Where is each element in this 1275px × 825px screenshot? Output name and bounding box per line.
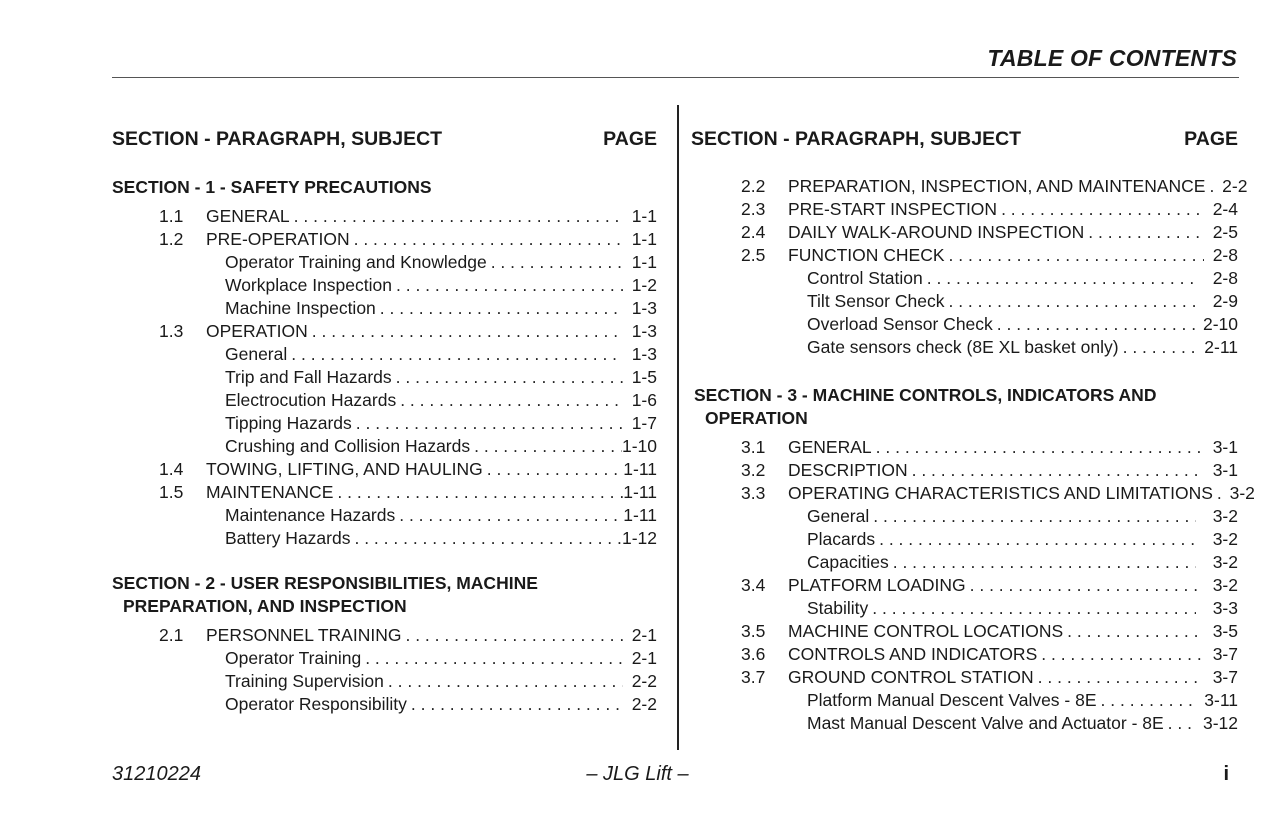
toc-entry[interactable] [691,459,1238,482]
entry-title: Control Station [807,268,923,288]
entry-page: 3-2 [1229,483,1255,503]
dot-leader [308,320,623,343]
header-rule [112,77,1239,78]
toc-entry[interactable] [112,481,657,504]
toc-entry[interactable] [691,689,1238,712]
toc-entry[interactable] [691,505,1238,528]
toc-entry[interactable] [112,670,657,693]
entry-title: Gate sensors check (8E XL basket only) [807,337,1119,357]
entry-title: Operator Training and Knowledge [225,252,487,272]
dot-leader [1084,221,1204,244]
toc-entry[interactable] [112,205,657,228]
dot-leader [868,597,1196,620]
entry-title: Tilt Sensor Check [807,291,945,311]
page-header-title: TABLE OF CONTENTS [987,45,1237,71]
entry-page: 1-1 [631,229,657,249]
dot-leader [395,504,623,527]
toc-column-left [112,128,657,716]
entry-title: Operator Training [225,648,362,668]
entry-page: 3-11 [1204,690,1238,710]
entry-title: Overload Sensor Check [807,314,993,334]
toc-entry[interactable] [112,458,657,481]
entry-page: 2-2 [631,694,657,714]
dot-leader [396,389,623,412]
subject-label: SECTION - PARAGRAPH, SUBJECT [112,128,443,150]
toc-entry[interactable] [691,436,1238,459]
subject-label: SECTION - PARAGRAPH, SUBJECT [691,128,1022,150]
toc-entry[interactable] [112,366,657,389]
toc-entry[interactable] [112,435,657,458]
entry-title: Machine Inspection [225,298,376,318]
entry-page: 1-12 [621,528,657,548]
toc-entry[interactable] [691,666,1238,689]
toc-entry[interactable] [691,620,1238,643]
dot-leader [1063,620,1204,643]
entry-title: Placards [807,529,876,549]
entry-title: Trip and Fall Hazards [225,367,392,387]
dot-leader [350,527,622,550]
entry-title: FUNCTION CHECK [788,245,945,265]
dot-leader [361,647,623,670]
entry-page: 2-9 [1212,291,1238,311]
entry-title: General [225,344,288,364]
toc-entry[interactable] [112,320,657,343]
entry-page: 3-12 [1202,713,1238,733]
toc-entry[interactable] [691,175,1248,198]
entry-title: Mast Manual Descent Valve and Actuator - 8E [807,713,1164,733]
entry-title: GENERAL [788,437,872,457]
toc-entry[interactable] [112,527,657,550]
entry-title: MAINTENANCE [206,482,334,502]
entry-title: TOWING, LIFTING, AND HAULING [206,459,483,479]
dot-leader [352,412,623,435]
dot-leader [350,228,623,251]
toc-column-right [691,128,1255,735]
dot-leader [1205,175,1213,198]
footer-page-number: i [1223,763,1229,785]
entry-title: Tipping Hazards [225,413,352,433]
page-label: PAGE [1184,128,1238,150]
entry-title: DAILY WALK-AROUND INSPECTION [788,222,1085,242]
dot-leader [384,670,623,693]
entry-page: 2-11 [1204,337,1238,357]
entry-number: 3.4 [741,575,766,595]
entry-page: 1-1 [631,206,657,226]
dot-leader [401,624,623,647]
toc-entry[interactable] [691,574,1238,597]
toc-entry[interactable] [691,313,1238,336]
dot-leader [966,574,1204,597]
entry-title: Operator Responsibility [225,694,407,714]
entry-title: OPERATION [206,321,308,341]
dot-leader [908,459,1204,482]
entry-page: 2-2 [1222,176,1248,196]
entry-page: 1-3 [631,298,657,318]
toc-entry[interactable] [691,336,1238,359]
entry-number: 1.3 [159,321,184,341]
column-divider [677,105,679,750]
toc-entry[interactable] [112,297,657,320]
toc-entry[interactable] [112,389,657,412]
column-header [691,128,1238,154]
dot-leader [392,274,623,297]
dot-leader [923,267,1196,290]
entry-page: 1-2 [631,275,657,295]
entry-page: 3-7 [1212,644,1238,664]
footer-title: – JLG Lift – [586,763,689,785]
entry-page: 2-1 [631,648,657,668]
entry-number: 2.4 [741,222,766,242]
entry-page: 2-1 [631,625,657,645]
entry-title: PRE-OPERATION [206,229,350,249]
entry-page: 3-3 [1212,598,1238,618]
toc-entry[interactable] [112,647,657,670]
dot-leader [872,436,1204,459]
entry-number: 2.1 [159,625,184,645]
toc-entry[interactable] [691,643,1238,666]
entry-title: MACHINE CONTROL LOCATIONS [788,621,1064,641]
entry-number: 1.1 [159,206,184,226]
toc-entry[interactable] [112,343,657,366]
entry-page: 2-10 [1202,314,1238,334]
entry-title: Battery Hazards [225,528,351,548]
entry-title: Capacities [807,552,889,572]
entry-number: 3.6 [741,644,766,664]
toc-entry[interactable] [112,504,657,527]
entry-page: 3-2 [1212,552,1238,572]
entry-page: 1-11 [623,505,657,525]
entry-number: 1.4 [159,459,184,479]
dot-leader [944,290,1196,313]
entry-title: GROUND CONTROL STATION [788,667,1034,687]
toc-entry[interactable] [112,412,657,435]
toc-entry[interactable] [691,244,1238,267]
entry-page: 1-11 [623,459,657,479]
entry-page: 2-2 [631,671,657,691]
entry-page: 1-11 [623,482,657,502]
entry-page: 1-7 [631,413,657,433]
toc-entry[interactable] [691,482,1255,505]
entry-title: Training Supervision [225,671,384,691]
entry-page: 3-7 [1212,667,1238,687]
entry-page: 2-4 [1212,199,1238,219]
toc-entry[interactable] [691,597,1238,620]
entry-title: OPERATING CHARACTERISTICS AND LIMITATIONS [788,483,1213,503]
entry-title: Stability [807,598,869,618]
toc-entry[interactable] [691,267,1238,290]
entry-number: 2.2 [741,176,766,196]
entry-page: 2-8 [1212,268,1238,288]
entry-title: PLATFORM LOADING [788,575,966,595]
entry-page: 1-3 [631,321,657,341]
dot-leader [487,251,623,274]
entry-number: 2.3 [741,199,766,219]
toc-entry[interactable] [691,528,1238,551]
entry-page: 3-2 [1212,575,1238,595]
dot-leader [869,505,1196,528]
entry-title: DESCRIPTION [788,460,908,480]
dot-leader [1213,482,1221,505]
section-heading: SECTION - 2 - USER RESPONSIBILITIES, MACHINE PREPARATION, AND INSPECTION [112,573,538,616]
entry-page: 3-5 [1212,621,1238,641]
column-header [112,128,657,154]
dot-leader [290,205,623,228]
entry-page: 1-1 [631,252,657,272]
dot-leader [407,693,623,716]
entry-title: Workplace Inspection [225,275,392,295]
entry-title: CONTROLS AND INDICATORS [788,644,1038,664]
dot-leader [1097,689,1196,712]
dot-leader [993,313,1196,336]
entry-title: Electrocution Hazards [225,390,397,410]
section-heading: SECTION - 3 - MACHINE CONTROLS, INDICATORS AND OPERATION [694,385,1157,428]
entry-title: Maintenance Hazards [225,505,396,525]
dot-leader [376,297,623,320]
entry-title: PREPARATION, INSPECTION, AND MAINTENANCE [788,176,1206,196]
page-label: PAGE [603,128,657,150]
entry-title: PERSONNEL TRAINING [206,625,402,645]
entry-page: 3-1 [1212,460,1238,480]
dot-leader [997,198,1204,221]
dot-leader [945,244,1204,267]
dot-leader [1034,666,1204,689]
entry-page: 1-6 [631,390,657,410]
entry-title: Platform Manual Descent Valves - 8E [807,690,1097,710]
dot-leader [1037,643,1204,666]
dot-leader [333,481,623,504]
dot-leader [392,366,623,389]
dot-leader [1164,712,1196,735]
section-heading: SECTION - 1 - SAFETY PRECAUTIONS [112,177,432,197]
dot-leader [889,551,1196,574]
entry-page: 2-5 [1212,222,1238,242]
entry-page: 1-3 [631,344,657,364]
entry-page: 3-2 [1212,506,1238,526]
entry-title: General [807,506,870,526]
toc-entry[interactable] [112,624,657,647]
toc-entry[interactable] [691,290,1238,313]
toc-entry[interactable] [691,221,1238,244]
toc-entry[interactable] [112,693,657,716]
dot-leader [875,528,1196,551]
entry-title: PRE-START INSPECTION [788,199,998,219]
entry-number: 3.2 [741,460,766,480]
entry-page: 3-1 [1212,437,1238,457]
dot-leader [470,435,622,458]
dot-leader [287,343,623,366]
entry-number: 3.7 [741,667,766,687]
dot-leader [483,458,623,481]
dot-leader [1119,336,1196,359]
entry-page: 2-8 [1212,245,1238,265]
entry-number: 3.1 [741,437,766,457]
toc-entry[interactable] [691,551,1238,574]
entry-page: 3-2 [1212,529,1238,549]
entry-number: 3.3 [741,483,766,503]
footer-doc-number: 31210224 [112,763,201,785]
entry-page: 1-5 [631,367,657,387]
toc-entry[interactable] [112,251,657,274]
entry-number: 2.5 [741,245,766,265]
entry-number: 1.5 [159,482,184,502]
entry-number: 1.2 [159,229,184,249]
toc-entry[interactable] [112,274,657,297]
toc-entry[interactable] [691,198,1238,221]
entry-number: 3.5 [741,621,766,641]
entry-title: Crushing and Collision Hazards [225,436,471,456]
toc-entry[interactable] [691,712,1238,735]
entry-page: 1-10 [621,436,657,456]
toc-entry[interactable] [112,228,657,251]
entry-title: GENERAL [206,206,290,226]
